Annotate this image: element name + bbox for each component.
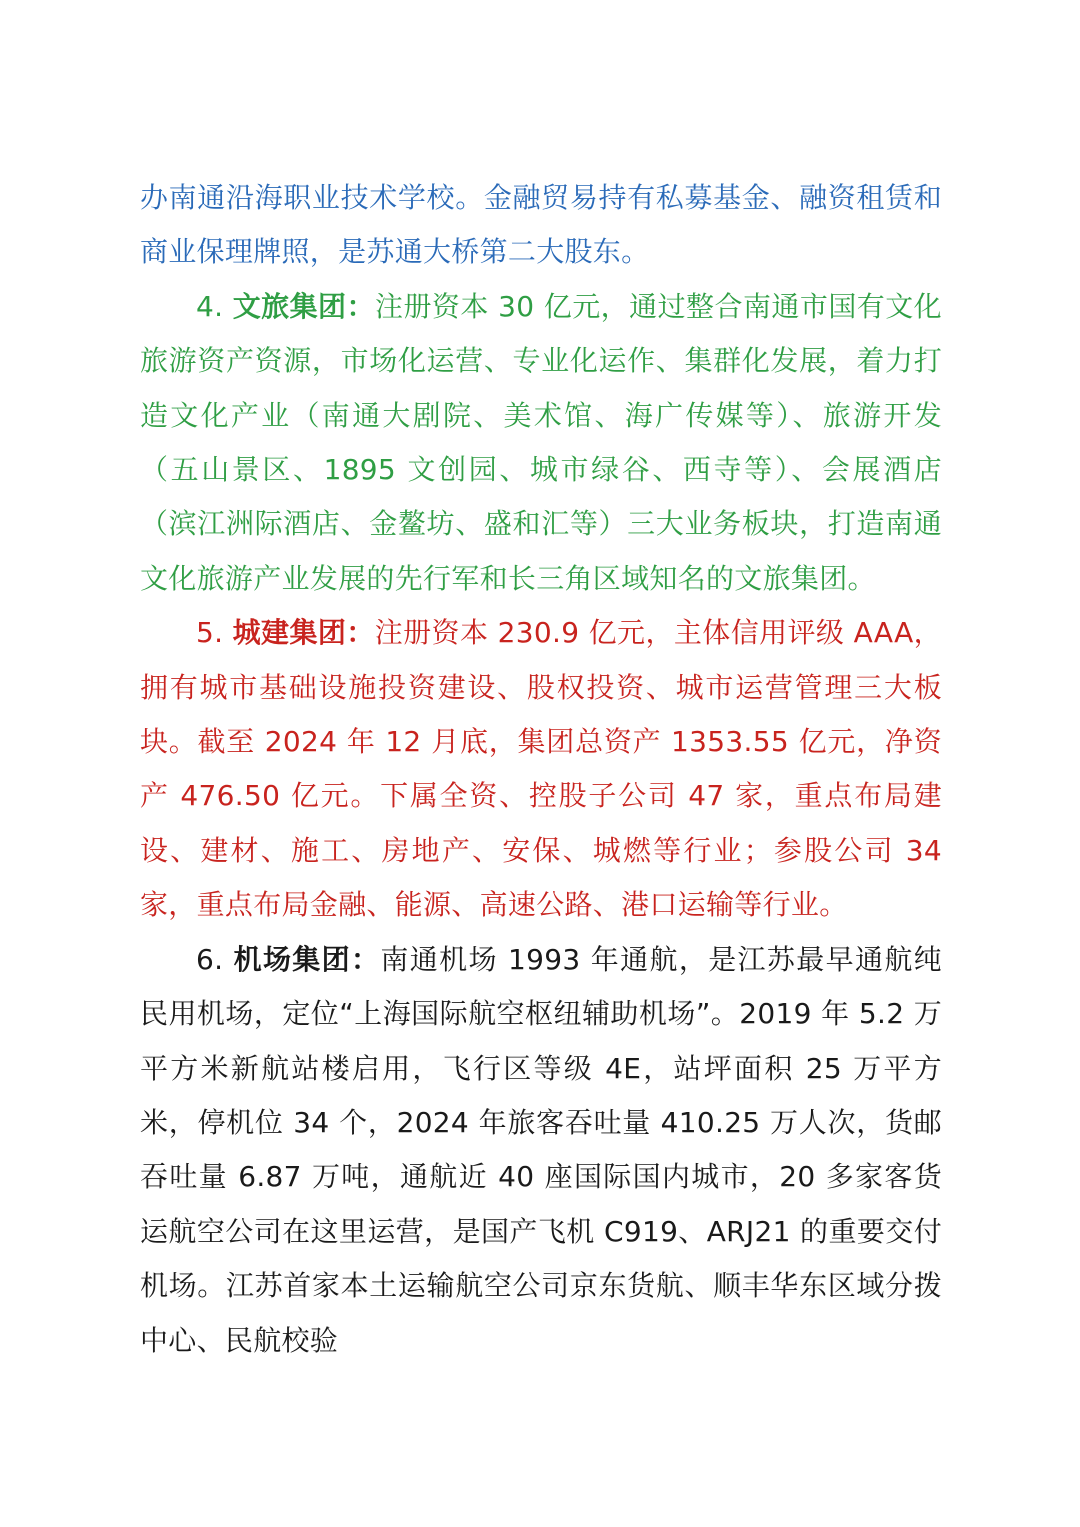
paragraph-urban-construction-group [140, 606, 942, 932]
paragraph-text: 办南通沿海职业技术学校。金融贸易持有私募基金、融资租赁和商业保理牌照，是苏通大桥第二大股东。 [140, 181, 942, 269]
paragraph-education-finance [140, 171, 942, 280]
document-body [140, 171, 942, 1368]
paragraph-culture-tourism-group [140, 280, 942, 606]
item-number: 5. [196, 616, 224, 650]
paragraph-text: 注册资本 230.9 亿元，主体信用评级 AAA，拥有城市基础设施投资建设、股权投资、城市运营管理三大板块。截至 2024 年 12 月底，集团总资产 1353.55 亿元，净资产 476.50 亿元。下属全资、控股子公司 47 家，重点布局建设、建材、施工、房地产、安保、城燃等行业；参股公司 34 家，重点布局金融、能源、高速公路、港口运输等行业。 [140, 616, 942, 922]
item-number: 4. [196, 289, 224, 323]
item-heading: 城建集团： [232, 616, 375, 650]
item-heading: 机场集团： [233, 942, 381, 976]
paragraph-text: 南通机场 1993 年通航，是江苏最早通航纯民用机场，定位“上海国际航空枢纽辅助机场”。2019 年 5.2 万平方米新航站楼启用，飞行区等级 4E，站坪面积 25 万平方米，停机位 34 个，2024 年旅客吞吐量 410.25 万人次，货邮吞吐量 6.87 万吨，通航近 40 座国际国内城市，20 多家客货运航空公司在这里运营，是国产飞机 C919、ARJ21 的重要交付机场。江苏首家本土运输航空公司京东货航、顺丰华东区域分拨中心、民航校验 [140, 942, 942, 1357]
item-number: 6. [196, 942, 224, 976]
item-heading: 文旅集团： [232, 289, 375, 323]
paragraph-airport-group [140, 933, 942, 1368]
paragraph-text: 注册资本 30 亿元，通过整合南通市国有文化旅游资产资源，市场化运营、专业化运作、集群化发展，着力打造文化产业（南通大剧院、美术馆、海广传媒等）、旅游开发（五山景区、1895 文创园、城市绿谷、西寺等）、会展酒店（滨江洲际酒店、金鳌坊、盛和汇等）三大业务板块，打造南通文化旅游产业发展的先行军和长三角区域知名的文旅集团。 [140, 289, 942, 595]
